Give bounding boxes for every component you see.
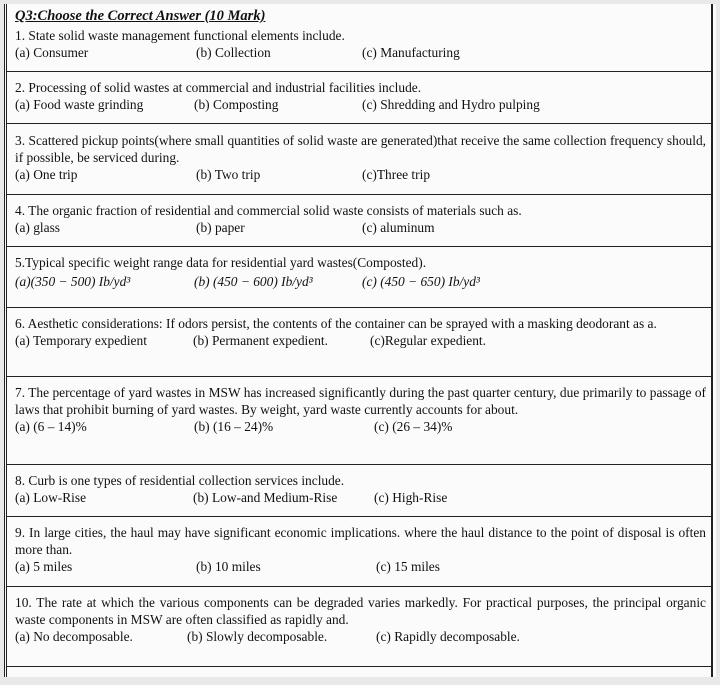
option-b: (b) paper — [196, 220, 245, 235]
option-b: (b) Permanent expedient. — [193, 333, 328, 348]
divider — [7, 246, 712, 247]
option-a: (a) No decomposable. — [15, 629, 133, 644]
option-b: (b) (450 − 600) Ib/yd³ — [194, 274, 313, 289]
option-c: (c) (450 − 650) Ib/yd³ — [362, 274, 480, 289]
option-c: (c) Rapidly decomposable. — [376, 629, 520, 644]
option-a: (a)(350 − 500) Ib/yd³ — [15, 274, 131, 289]
question-8 — [15, 472, 706, 506]
option-a: (a) Food waste grinding — [15, 97, 144, 112]
question-stem: 7. The percentage of yard wastes in MSW has increased significantly during the past quarter century, due primarily to passage of laws that prohibit burning of yard wastes. By weight, yard waste currently accounts for about. — [15, 385, 706, 417]
divider — [7, 307, 712, 308]
option-b: (b) Composting — [194, 97, 279, 112]
option-a: (a) One trip — [15, 167, 78, 182]
option-c: (c) Shredding and Hydro pulping — [362, 97, 540, 112]
section-heading: Q3:Choose the Correct Answer (10 Mark) — [15, 8, 266, 24]
option-c: (c) 15 miles — [376, 559, 440, 574]
option-b: (b) Two trip — [196, 167, 261, 182]
question-5 — [15, 254, 706, 291]
option-a: (a) Low-Rise — [15, 490, 87, 505]
option-b: (b) Low-and Medium-Rise — [193, 490, 338, 505]
divider — [7, 123, 712, 124]
option-a: (a) Consumer — [15, 45, 89, 60]
option-a: (a) (6 – 14)% — [15, 419, 87, 434]
question-3 — [15, 132, 706, 183]
option-c: (c)Regular expedient. — [370, 333, 486, 348]
question-stem: 5.Typical specific weight range data for residential yard wastes(Composted). — [15, 255, 427, 270]
question-stem: 6. Aesthetic considerations: If odors persist, the contents of the container can be sprayed with a masking deodorant as a. — [15, 316, 657, 331]
divider — [7, 516, 712, 517]
option-a: (a) 5 miles — [15, 559, 73, 574]
divider — [7, 586, 712, 587]
question-4 — [15, 202, 706, 236]
question-stem: 1. State solid waste management functional elements include. — [15, 28, 345, 43]
question-6 — [15, 315, 706, 349]
divider — [7, 71, 712, 72]
option-a: (a) Temporary expedient — [15, 333, 147, 348]
page-border — [711, 4, 716, 677]
option-c: (c) aluminum — [362, 220, 435, 235]
question-2 — [15, 79, 706, 113]
option-b: (b) 10 miles — [196, 559, 261, 574]
option-b: (b) (16 – 24)% — [194, 419, 274, 434]
option-c: (c) High-Rise — [374, 490, 448, 505]
option-c: (c)Three trip — [362, 167, 431, 182]
question-stem: 2. Processing of solid wastes at commercial and industrial facilities include. — [15, 80, 422, 95]
divider — [7, 194, 712, 195]
divider — [7, 666, 712, 667]
option-c: (c) (26 – 34)% — [374, 419, 453, 434]
option-b: (b) Slowly decomposable. — [187, 629, 328, 644]
question-stem: 4. The organic fraction of residential and commercial solid waste consists of materials such as. — [15, 203, 522, 218]
question-7 — [15, 384, 706, 435]
option-b: (b) Collection — [196, 45, 271, 60]
question-10 — [15, 594, 706, 645]
question-stem: 9. In large cities, the haul may have significant economic implications. where the haul distance to the point of disposal is often more than. — [15, 525, 706, 557]
divider — [7, 464, 712, 465]
question-stem: 8. Curb is one types of residential collection services include. — [15, 473, 345, 488]
question-stem: 3. Scattered pickup points(where small quantities of solid waste are generated)that receive the same collection frequency should, if possible, be serviced during. — [15, 133, 706, 165]
exam-page — [4, 4, 716, 677]
option-a: (a) glass — [15, 220, 60, 235]
option-c: (c) Manufacturing — [362, 45, 460, 60]
question-stem: 10. The rate at which the various components can be degraded varies markedly. For practical purposes, the principal organic waste components in MSW are often classified as rapidly and. — [15, 595, 706, 627]
question-9 — [15, 524, 706, 575]
divider — [7, 376, 712, 377]
question-1 — [15, 27, 706, 61]
